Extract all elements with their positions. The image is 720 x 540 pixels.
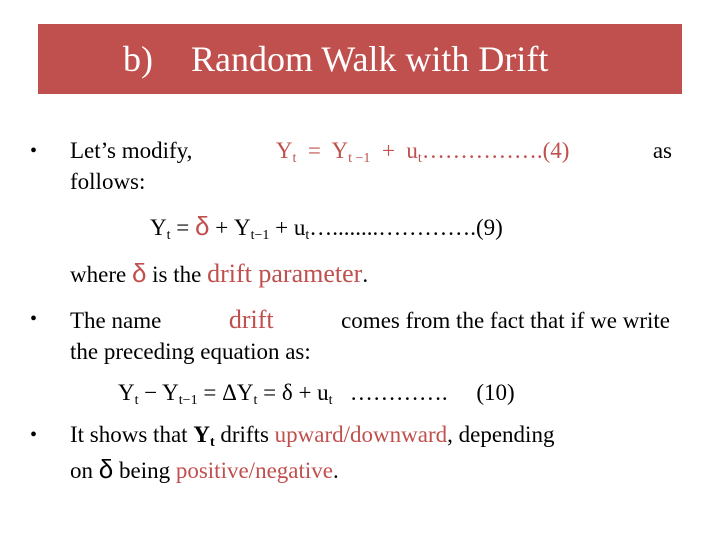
title-bar [38,24,682,94]
bullet-1-as: as [652,138,672,163]
delta-symbol: δ [131,258,147,288]
page-title: Random Walk with Drift [191,39,549,79]
delta-symbol: δ [98,454,114,484]
positive-negative-term: positive/negative [175,458,333,483]
where-line: where δ is the drift parameter. [70,258,369,288]
yt-bold: $Y_t$ [193,422,215,450]
bullet-1-line-2: follows: [70,169,146,194]
bullet-2-line-2: the preceding equation as: [70,339,311,364]
equation-4: $Y_t = Y_{t -1}$ + $u_t\dots\dots\dots\dots\dots.(4)$ [275,138,570,166]
drift-term: drift [228,305,274,334]
bullet-1-text: Let’s modify, [70,138,193,163]
bullet-1: • [30,140,38,162]
upward-downward-term: upward/downward [274,422,448,447]
delta-symbol: δ [195,211,210,241]
drift-parameter-term: drift parameter [207,259,363,288]
bullet-2-line-1: The name drift comes from the fact that if we write [70,305,670,334]
bullet-2: • [30,308,38,330]
bullet-3: • [30,424,38,446]
title-label: b) [123,39,153,79]
bullet-3-line-1: It shows that $Y_t$ drifts upward/downward, depending [70,422,555,450]
bullet-3-line-2: on δ being positive/negative. [70,454,339,484]
equation-9: $Y_t = \delta + Y_{t-1}$ + $u_t\dots........\dots\dots\dots\dots.(9)$ [150,211,503,243]
equation-10: $Y_t - Y_{t-1} = \Delta Y_t = \delta + u_t$ …………. (10) [118,380,515,408]
bullet-1-line-1 [70,138,672,166]
